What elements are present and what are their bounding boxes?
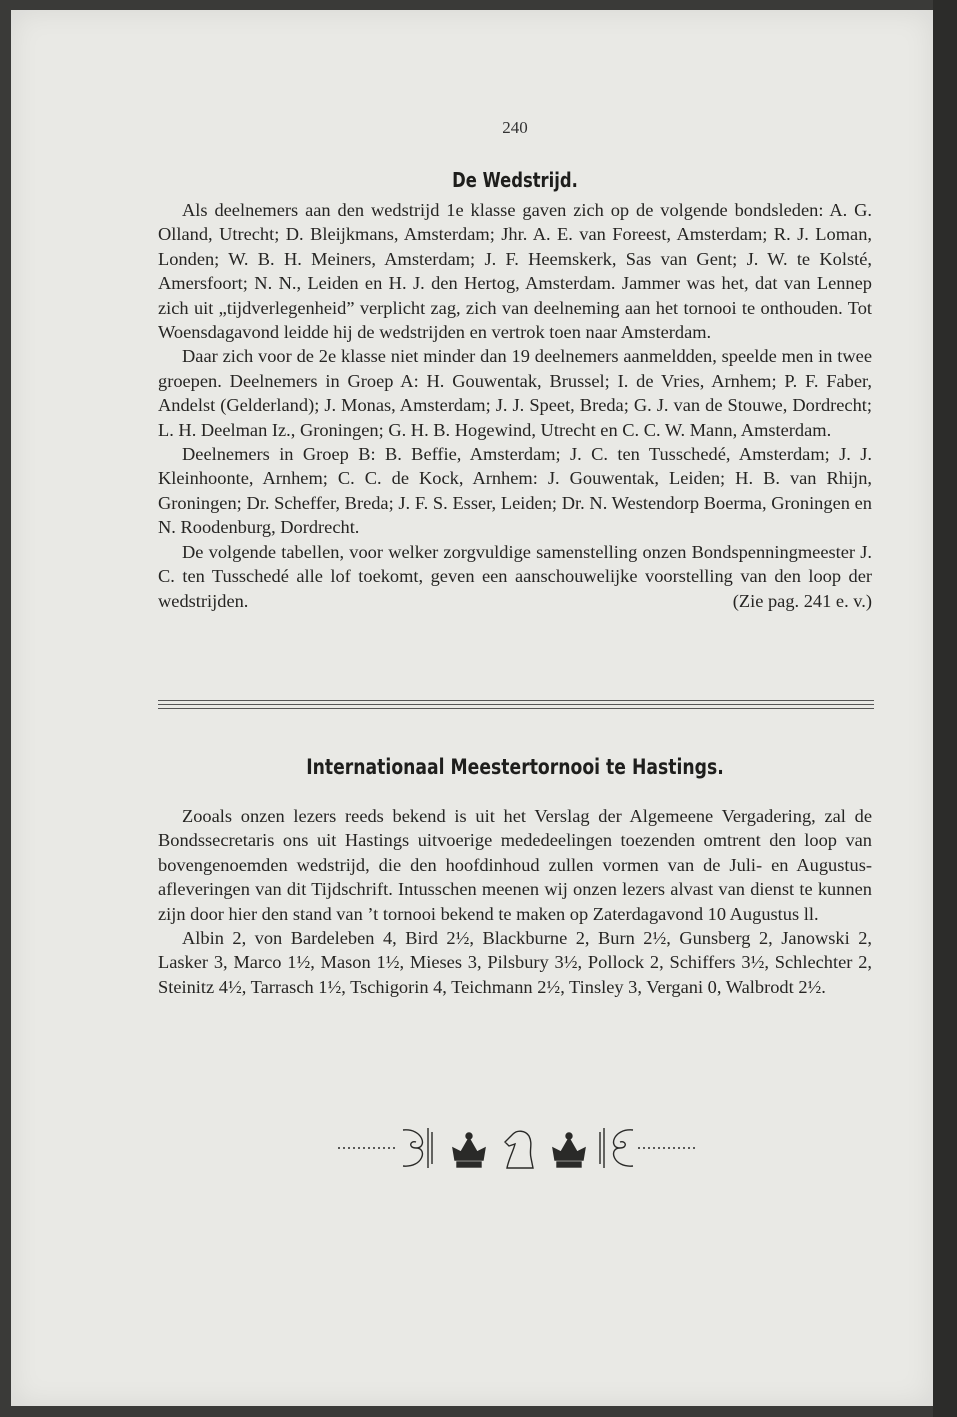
page-number: 240	[502, 118, 528, 137]
section-title-hastings: Internationaal Meestertornooi te Hastings.	[306, 755, 724, 779]
paragraph: Als deelnemers aan den wedstrijd 1e klasse gaven zich op de volgende bondsleden: A. G. Olland, Utrecht; D. Bleijkmans, Amsterdam; Jhr. A. E. van Foreest, Amsterdam; R. J. Loman, Londen; W. B. H. Meiners, Amsterdam; J. F. Heemskerk, Sas van Gent; J. W. te Kolsté, Amersfoort; N. N., Leiden en H. J. den Hertog, Amsterdam. Jammer was het, dat van Lennep zich uit „tijdverlegenheid” verplicht zag, zich van deelneming aan het tornooi te onthouden. Tot Woensdagavond leidde hij de wedstrijden en vertrok toen naar Amsterdam.	[158, 200, 872, 343]
divider-rule	[158, 700, 874, 701]
divider-rule	[158, 708, 874, 709]
divider-rule	[158, 704, 874, 705]
crown-icon	[553, 1133, 585, 1167]
paragraph: Deelnemers in Groep B: B. Beffie, Amsterdam; J. C. ten Tusschedé, Amsterdam; J. J. Kleinhoonte, Arnhem; C. C. de Kock, Arnhem: J. Gouwentak, Leiden; H. B. van Rhijn, Groningen; Dr. Scheffer, Breda; J. F. S. Esser, Leiden; Dr. N. Westendorp Boerma, Groningen en N. Roodenburg, Dordrecht.	[158, 444, 872, 538]
paragraph: Albin 2, von Bardeleben 4, Bird 2½, Blackburne 2, Burn 2½, Gunsberg 2, Janowski 2, Lasker 3, Marco 1½, Mason 1½, Mieses 3, Pilsbury 3½, Pollock 2, Schiffers 3½, Schlechter 2, Steinitz 4½, Tarrasch 1½, Tschigorin 4, Teichmann 2½, Tinsley 3, Vergani 0, Walbrodt 2½.	[158, 928, 872, 997]
ornament	[328, 1118, 708, 1178]
knight-icon	[505, 1131, 533, 1168]
paragraph: Zooals onzen lezers reeds bekend is uit het Verslag der Algemeene Vergadering, zal de Bondssecretaris ons uit Hastings uitvoerige mededeelingen toezenden omtrent den loop van bovengenoemden wedstrijd, die den hoofdinhoud zullen vormen van de Juli- en Augustus-afleveringen van dit Tijdschrift. Intusschen meenen wij onzen lezers alvast van dienst te kunnen zijn door hier den stand van ’t tornooi bekend te maken op Zaterdagavond 10 Augustus ll.	[158, 806, 872, 924]
section-title-wedstrijd: De Wedstrijd.	[452, 168, 578, 192]
book-page	[11, 10, 933, 1406]
section-body-hastings	[158, 804, 872, 999]
scroll-left-icon	[403, 1128, 432, 1168]
paragraph	[158, 540, 872, 613]
paragraph: Daar zich voor de 2e klasse niet minder dan 19 deelnemers aanmeldden, speelde men in twee groepen. Deelnemers in Groep A: H. Gouwentak, Brussel; I. de Vries, Arnhem; P. F. Faber, Andelst (Gelderland); J. Monas, Amsterdam; J. J. Speet, Breda; G. J. van de Stouwe, Dordrecht; L. H. Deelman Iz., Groningen; G. H. B. Hogewind, Utrecht en C. C. W. Mann, Amsterdam.	[158, 346, 872, 440]
section-body-wedstrijd	[158, 198, 872, 613]
page-reference: (Zie pag. 241 e. v.)	[732, 590, 872, 611]
scroll-right-icon	[600, 1128, 633, 1168]
page-edge-shadow	[933, 0, 957, 1417]
paragraph-text: De volgende tabellen, voor welker zorgvuldige samenstelling onzen Bondspenningmeester J. C. ten Tusschedé alle lof toekomt, geven een aanschouwelijke voorstelling van den loop der wedstrijden.	[158, 541, 872, 611]
crown-icon	[453, 1133, 485, 1167]
